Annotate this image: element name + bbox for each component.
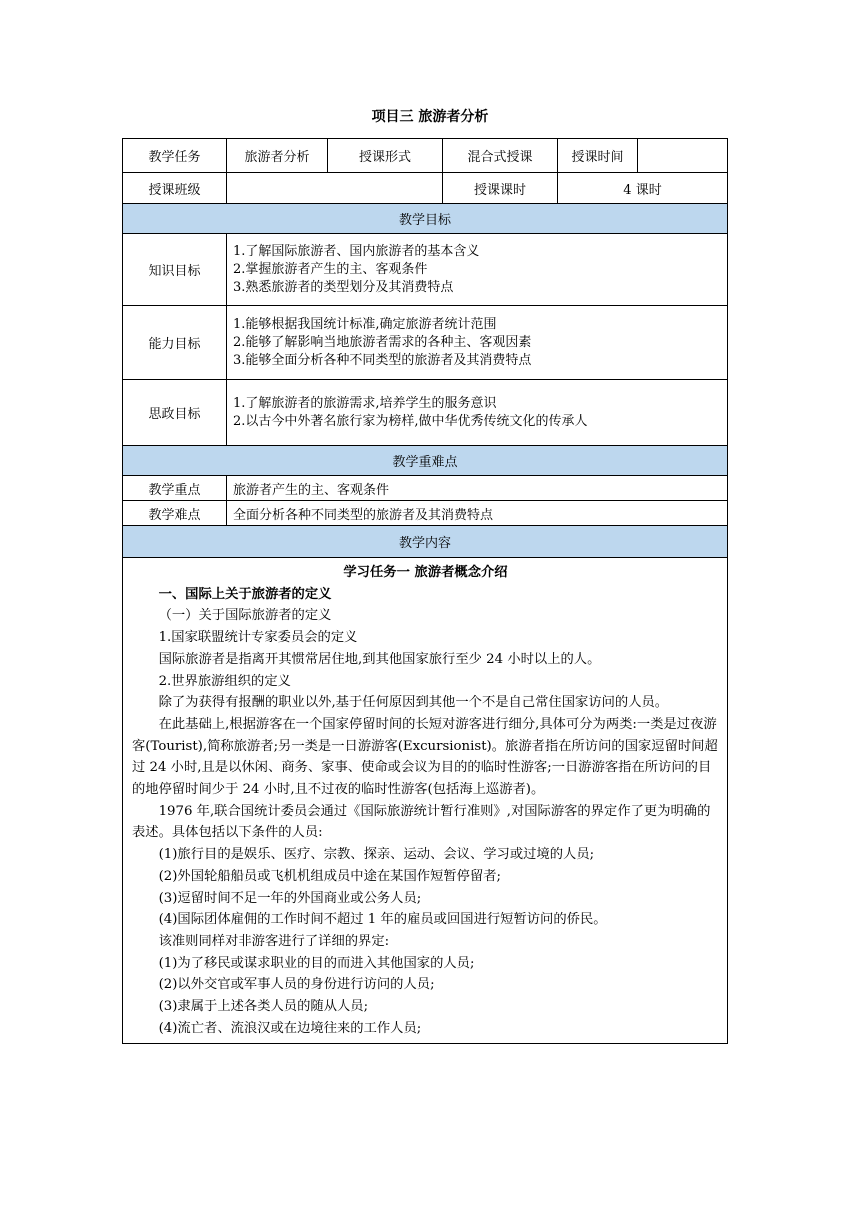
list-item: (4)国际团体雇佣的工作时间不超过 1 年的雇员或回国进行短暂访问的侨民。 [158, 912, 607, 928]
time-value [638, 139, 728, 173]
table-row [123, 173, 728, 204]
content-body [123, 558, 728, 1044]
paragraph: 该准则同样对非游客进行了详细的界定: [158, 933, 390, 949]
list-item: 1.了解旅游者的旅游需求,培养学生的服务意识 [233, 395, 497, 411]
content-subtitle: 学习任务一 旅游者概念介绍 [343, 565, 508, 580]
page-title: 项目三 旅游者分析 [371, 109, 489, 125]
knowledge-label: 知识目标 [123, 234, 227, 306]
list-item: (3)隶属于上述各类人员的随从人员; [158, 999, 369, 1015]
list-item: (4)流亡者、流浪汉或在边境往来的工作人员; [158, 1020, 422, 1036]
paragraph: 2.世界旅游组织的定义 [158, 673, 291, 689]
table-row [123, 204, 728, 234]
form-value: 混合式授课 [443, 139, 558, 173]
list-item: 3.熟悉旅游者的类型划分及其消费特点 [233, 279, 454, 295]
class-value [227, 173, 443, 204]
list-item: (2)外国轮船船员或飞机机组成员中途在某国作短暂停留者; [158, 868, 502, 884]
paragraph: 1.国家联盟统计专家委员会的定义 [158, 630, 358, 646]
list-item: (1)为了移民或谋求职业的目的而进入其他国家的人员; [158, 955, 475, 971]
hours-value: 4 课时 [558, 173, 728, 204]
list-item: (2)以外交官或军事人员的身份进行访问的人员; [158, 977, 435, 993]
ideology-items [227, 380, 728, 446]
paragraph: 1976 年,联合国统计委员会通过《国际旅游统计暂行准则》,对国际游客的界定作了更为明确的表述。具体包括以下条件的人员: [132, 803, 711, 841]
difficulty-value: 全面分析各种不同类型的旅游者及其消费特点 [227, 501, 728, 526]
key-points-header: 教学重难点 [123, 446, 728, 476]
table-row [123, 476, 728, 501]
difficulty-label: 教学难点 [123, 501, 227, 526]
list-item: 1.能够根据我国统计标准,确定旅游者统计范围 [233, 316, 497, 332]
table-row [123, 526, 728, 558]
time-label: 授课时间 [558, 139, 638, 173]
list-item: 2.掌握旅游者产生的主、客观条件 [233, 261, 428, 277]
subsection-heading: （一）关于国际旅游者的定义 [158, 608, 332, 624]
hours-label: 授课课时 [443, 173, 558, 204]
table-row [123, 139, 728, 173]
table-row [123, 501, 728, 526]
paragraph: 国际旅游者是指离开其惯常居住地,到其他国家旅行至少 24 小时以上的人。 [158, 651, 601, 667]
list-item: (3)逗留时间不足一年的外国商业或公务人员; [158, 890, 422, 906]
focus-label: 教学重点 [123, 476, 227, 501]
lesson-plan-table [122, 138, 728, 1044]
task-value: 旅游者分析 [227, 139, 328, 173]
list-item: 3.能够全面分析各种不同类型的旅游者及其消费特点 [233, 352, 532, 368]
knowledge-items [227, 234, 728, 306]
table-row [123, 234, 728, 306]
table-row [123, 306, 728, 380]
ideology-label: 思政目标 [123, 380, 227, 446]
ability-label: 能力目标 [123, 306, 227, 380]
paragraph: 在此基础上,根据游客在一个国家停留时间的长短对游客进行细分,具体可分为两类:一类是过夜游客(Tourist),简称旅游者;另一类是一日游游客(Excursionist)。旅游者指在所访问的国家逗留时间超过 24 小时,且是以休闲、商务、家事、使命或会议为目的的临时性游客;一日游游客指在所访问的目的地停留时间少于 24 小时,且不过夜的临时性游客(包括海上巡游者)。 [132, 716, 718, 798]
form-label: 授课形式 [328, 139, 443, 173]
list-item: 2.以古今中外著名旅行家为榜样,做中华优秀传统文化的传承人 [233, 413, 588, 429]
table-row [123, 446, 728, 476]
ability-items [227, 306, 728, 380]
paragraph: 除了为获得有报酬的职业以外,基于任何原因到其他一个不是自己常住国家访问的人员。 [158, 695, 669, 711]
focus-value: 旅游者产生的主、客观条件 [227, 476, 728, 501]
list-item: 1.了解国际旅游者、国内旅游者的基本含义 [233, 243, 480, 259]
class-label: 授课班级 [123, 173, 227, 204]
task-label: 教学任务 [123, 139, 227, 173]
table-row [123, 558, 728, 1044]
list-item: 2.能够了解影响当地旅游者需求的各种主、客观因素 [233, 334, 532, 350]
content-header: 教学内容 [123, 526, 728, 558]
objectives-header: 教学目标 [123, 204, 728, 234]
list-item: (1)旅行目的是娱乐、医疗、宗教、探亲、运动、会议、学习或过境的人员; [158, 847, 595, 863]
section-heading: 一、国际上关于旅游者的定义 [158, 586, 332, 602]
table-row [123, 380, 728, 446]
